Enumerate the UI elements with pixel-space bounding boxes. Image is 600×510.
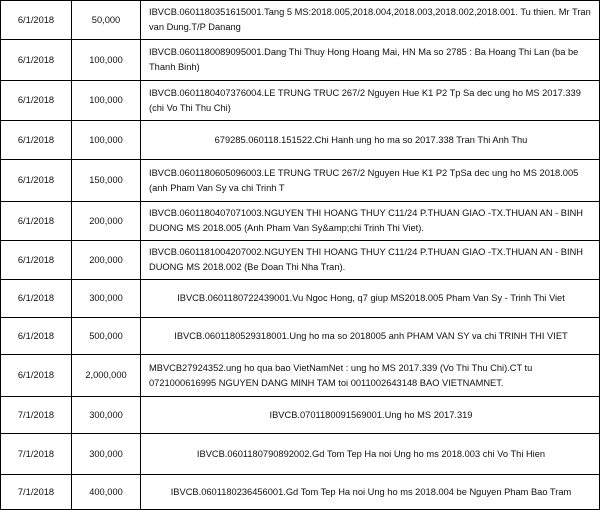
amount-cell: 100,000 xyxy=(72,121,141,160)
description-cell: IBVCB.0601180351615001.Tang 5 MS:2018.005,2018.004,2018.003,2018.002,2018.001. Tu thien. Mr Tran van Dung.T/P Danang xyxy=(141,1,600,40)
amount-cell: 300,000 xyxy=(72,434,141,475)
amount-cell: 300,000 xyxy=(72,397,141,434)
table-row xyxy=(1,160,600,202)
table-row xyxy=(1,1,600,40)
date-cell: 7/1/2018 xyxy=(1,434,72,475)
description-cell: IBVCB.0601180722439001.Vu Ngoc Hong, q7 giup MS2018.005 Pham Van Sy - Trinh Thi Viet xyxy=(141,280,600,318)
description-cell: IBVCB.0601180407376004.LE TRUNG TRUC 267/2 Nguyen Hue K1 P2 Tp Sa dec ung ho MS 2017.339 (chi Vo Thi Thu Chi) xyxy=(141,81,600,121)
table-row xyxy=(1,318,600,355)
table-row xyxy=(1,40,600,81)
date-cell: 6/1/2018 xyxy=(1,40,72,81)
table-row xyxy=(1,434,600,475)
description-cell: IBVCB.0601180407071003.NGUYEN THI HOANG THUY C11/24 P.THUAN GIAO -TX.THUAN AN - BINH DUONG MS 2018.005 (Anh Pham Van Sy&amp;chi Trinh Thi Viet). xyxy=(141,202,600,241)
date-cell: 6/1/2018 xyxy=(1,202,72,241)
description-cell: 679285.060118.151522.Chi Hanh ung ho ma so 2017.338 Tran Thi Anh Thu xyxy=(141,121,600,160)
table-row xyxy=(1,280,600,318)
date-cell: 6/1/2018 xyxy=(1,160,72,202)
amount-cell: 300,000 xyxy=(72,280,141,318)
description-cell: IBVCB.0601180790892002.Gd Tom Tep Ha noi Ung ho ms 2018.003 chi Vo Thi Hien xyxy=(141,434,600,475)
date-cell: 6/1/2018 xyxy=(1,121,72,160)
table-row xyxy=(1,202,600,241)
table-row xyxy=(1,355,600,397)
amount-cell: 50,000 xyxy=(72,1,141,40)
donation-table-body xyxy=(1,1,600,510)
description-cell: IBVCB.0601180236456001.Gd Tom Tep Ha noi Ung ho ms 2018.004 be Nguyen Pham Bao Tram xyxy=(141,475,600,510)
date-cell: 6/1/2018 xyxy=(1,241,72,280)
amount-cell: 2,000,000 xyxy=(72,355,141,397)
description-cell: MBVCB27924352.ung ho qua bao VietNamNet : ung ho MS 2017.339 (Vo Thi Thu Chi).CT tu 0721000616995 NGUYEN DANG MINH TAM toi 0011002643148 BAO VIETNAMNET. xyxy=(141,355,600,397)
table-row xyxy=(1,81,600,121)
amount-cell: 100,000 xyxy=(72,81,141,121)
table-row xyxy=(1,121,600,160)
description-cell: IBVCB.0601180089095001.Dang Thi Thuy Hong Hoang Mai, HN Ma so 2785 : Ba Hoang Thi Lan (ba be Thanh Binh) xyxy=(141,40,600,81)
date-cell: 6/1/2018 xyxy=(1,81,72,121)
amount-cell: 100,000 xyxy=(72,40,141,81)
amount-cell: 200,000 xyxy=(72,241,141,280)
description-cell: IBVCB.0601181004207002.NGUYEN THI HOANG THUY C11/24 P.THUAN GIAO -TX.THUAN AN - BINH DUONG MS 2018.002 (Be Doan Thi Nha Tran). xyxy=(141,241,600,280)
date-cell: 6/1/2018 xyxy=(1,1,72,40)
description-cell: IBVCB.0701180091569001.Ung ho MS 2017.319 xyxy=(141,397,600,434)
date-cell: 6/1/2018 xyxy=(1,355,72,397)
date-cell: 6/1/2018 xyxy=(1,318,72,355)
table-row xyxy=(1,241,600,280)
description-cell: IBVCB.0601180605096003.LE TRUNG TRUC 267/2 Nguyen Hue K1 P2 TpSa dec ung ho MS 2018.005 (anh Pham Van Sy va chi Trinh T xyxy=(141,160,600,202)
date-cell: 7/1/2018 xyxy=(1,475,72,510)
amount-cell: 150,000 xyxy=(72,160,141,202)
amount-cell: 200,000 xyxy=(72,202,141,241)
table-row xyxy=(1,397,600,434)
description-cell: IBVCB.0601180529318001.Ung ho ma so 2018005 anh PHAM VAN SY va chi TRINH THI VIET xyxy=(141,318,600,355)
date-cell: 7/1/2018 xyxy=(1,397,72,434)
date-cell: 6/1/2018 xyxy=(1,280,72,318)
table-row xyxy=(1,475,600,510)
amount-cell: 500,000 xyxy=(72,318,141,355)
amount-cell: 400,000 xyxy=(72,475,141,510)
